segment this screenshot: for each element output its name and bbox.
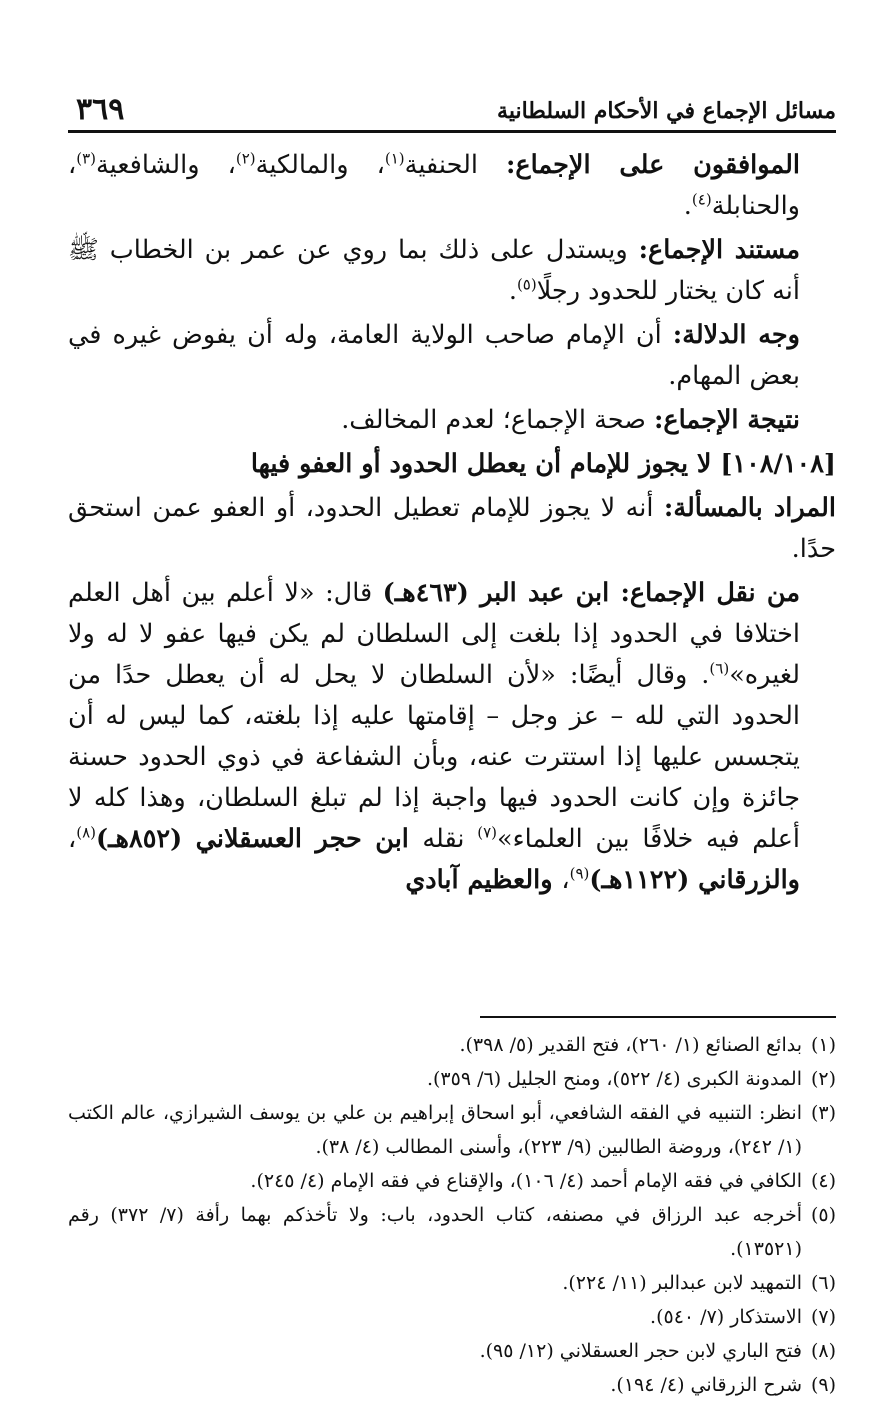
footnote-8 — [68, 1334, 836, 1368]
lead-term: المراد بالمسألة: — [663, 493, 836, 523]
footnote-ref: (٧) — [477, 823, 498, 842]
footnote-number: (٤) — [810, 1170, 836, 1192]
paragraph-evidence — [68, 315, 836, 397]
lead-term: نتيجة الإجماع: — [653, 405, 800, 435]
footnote-ref: (٦) — [709, 659, 730, 678]
footnotes — [68, 1028, 836, 1402]
footnote-text: أخرجه عبد الرزاق في مصنفه، كتاب الحدود، باب: ولا تأخذكم بهما رأفة (٧/ ٣٧٢) رقم (١٣٥٢١). — [68, 1204, 802, 1260]
footnote-text: انظر: التنبيه في الفقه الشافعي، أبو اسحاق إبراهيم بن علي بن يوسف الشيرازي، عالم الكتب (١/ ٢٤٢)، وروضة الطالبين (٩/ ٢٢٣)، وأسنى المطالب (٤/ ٣٨). — [68, 1102, 802, 1158]
book-page — [68, 78, 836, 1396]
text-run: نقله — [422, 824, 478, 854]
footnote-separator — [480, 1016, 836, 1018]
page-header — [68, 78, 836, 133]
footnote-number: (٧) — [810, 1306, 836, 1328]
footnote-text: التمهيد لابن عبدالبر (١١/ ٢٢٤). — [562, 1272, 802, 1294]
text-run: صحة الإجماع؛ لعدم المخالف. — [341, 405, 654, 435]
lead-term: مستند الإجماع: — [638, 235, 800, 265]
footnote-ref: (١) — [384, 149, 405, 168]
footnote-text: فتح الباري لابن حجر العسقلاني (١٢/ ٩٥). — [479, 1340, 802, 1362]
footnote-2 — [68, 1062, 836, 1096]
lead-term: الموافقون على الإجماع: — [506, 150, 801, 180]
text-run: ، والشافعية — [96, 150, 236, 180]
footnote-ref: (٤) — [691, 190, 712, 209]
lead-term: وجه الدلالة: — [672, 320, 800, 350]
footnote-5 — [68, 1198, 836, 1266]
text-run: أنه لا يجوز للإمام تعطيل الحدود، أو العفو عمن استحق حدًا. — [68, 493, 836, 564]
text-run: ، — [68, 824, 77, 854]
text-run: الحنفية — [404, 150, 507, 180]
footnote-7 — [68, 1300, 836, 1334]
footnote-number: (٥) — [810, 1204, 836, 1226]
footnote-number: (٦) — [810, 1272, 836, 1294]
running-title: مسائل الإجماع في الأحكام السلطانية — [497, 98, 836, 124]
footnote-text: بدائع الصنائع (١/ ٢٦٠)، فتح القدير (٥/ ٣٩٨). — [459, 1034, 802, 1056]
footnote-number: (٩) — [810, 1374, 836, 1396]
main-text — [68, 145, 836, 901]
scholar-name: والزرقاني (١١٢٢هـ) — [589, 865, 800, 895]
text-run: ، والحنابلة — [68, 150, 800, 221]
text-run: قال: «لا أعلم بين أهل العلم اختلافا في الحدود إذا بلغت إلى السلطان لم يكن فيها عفو لا له ولا لغيره» — [68, 578, 800, 690]
footnote-number: (١) — [810, 1034, 836, 1056]
paragraph-consensus-basis — [68, 230, 836, 312]
paragraph-issue-meaning — [68, 488, 836, 570]
footnote-ref: (٣) — [76, 149, 97, 168]
footnote-ref: (٥) — [516, 275, 537, 294]
footnote-6 — [68, 1266, 836, 1300]
footnote-3 — [68, 1096, 836, 1164]
footnote-4 — [68, 1164, 836, 1198]
footnote-ref: (٩) — [569, 864, 590, 883]
footnote-ref: (٨) — [76, 823, 97, 842]
text-run: . وقال أيضًا: «لأن السلطان لا يحل له أن يعطل حدًا من الحدود التي لله – عز وجل – إقامتها عليه إذا بلغته، كما ليس له أن يتجسس عليها إذا استترت عنه، وبأن الشفاعة في ذوي الحدود حسنة جائزة وإن كانت الحدود فيها واجبة إذا لم تبلغ السلطان، وهذا كله لا أعلم فيه خلافًا بين العلماء» — [68, 660, 801, 854]
text-run: ، — [561, 865, 570, 895]
text-run: . — [508, 276, 517, 306]
scholar-name: والعظيم آبادي — [405, 865, 562, 895]
page-number: ٣٦٩ — [76, 92, 125, 127]
text-run: ويستدل على ذلك بما روي عن عمر بن الخطاب ﷺ أنه كان يختار للحدود رجلًا — [68, 235, 800, 306]
footnote-1 — [68, 1028, 836, 1062]
footnote-9 — [68, 1368, 836, 1402]
paragraph-consensus-result — [68, 400, 836, 441]
footnote-number: (٣) — [810, 1102, 836, 1124]
text-run: . — [683, 191, 692, 221]
footnote-text: الاستذكار (٧/ ٥٤٠). — [650, 1306, 802, 1328]
footnote-text: المدونة الكبرى (٤/ ٥٢٢)، ومنح الجليل (٦/ ٣٥٩). — [426, 1068, 802, 1090]
footnote-text: شرح الزرقاني (٤/ ١٩٤). — [610, 1374, 802, 1396]
scholar-name: ابن عبد البر (٤٦٣هـ) — [382, 578, 621, 608]
footnote-number: (٢) — [810, 1068, 836, 1090]
paragraph-agreeing-schools — [68, 145, 836, 227]
lead-term: من نقل الإجماع: — [620, 578, 800, 608]
footnote-text: الكافي في فقه الإمام أحمد (٤/ ١٠٦)، والإقناع في فقه الإمام (٤/ ٢٤٥). — [250, 1170, 802, 1192]
issue-heading: [١٠٨/١٠٨] لا يجوز للإمام أن يعطل الحدود أو العفو فيها — [250, 449, 836, 479]
scholar-name: ابن حجر العسقلاني (٨٥٢هـ) — [96, 824, 423, 854]
footnote-ref: (٢) — [235, 149, 256, 168]
text-run: ، والمالكية — [255, 150, 385, 180]
text-run: أن الإمام صاحب الولاية العامة، وله أن يفوض غيره في بعض المهام. — [68, 320, 800, 391]
paragraph-consensus-transmitters — [68, 573, 836, 901]
footnote-number: (٨) — [810, 1340, 836, 1362]
